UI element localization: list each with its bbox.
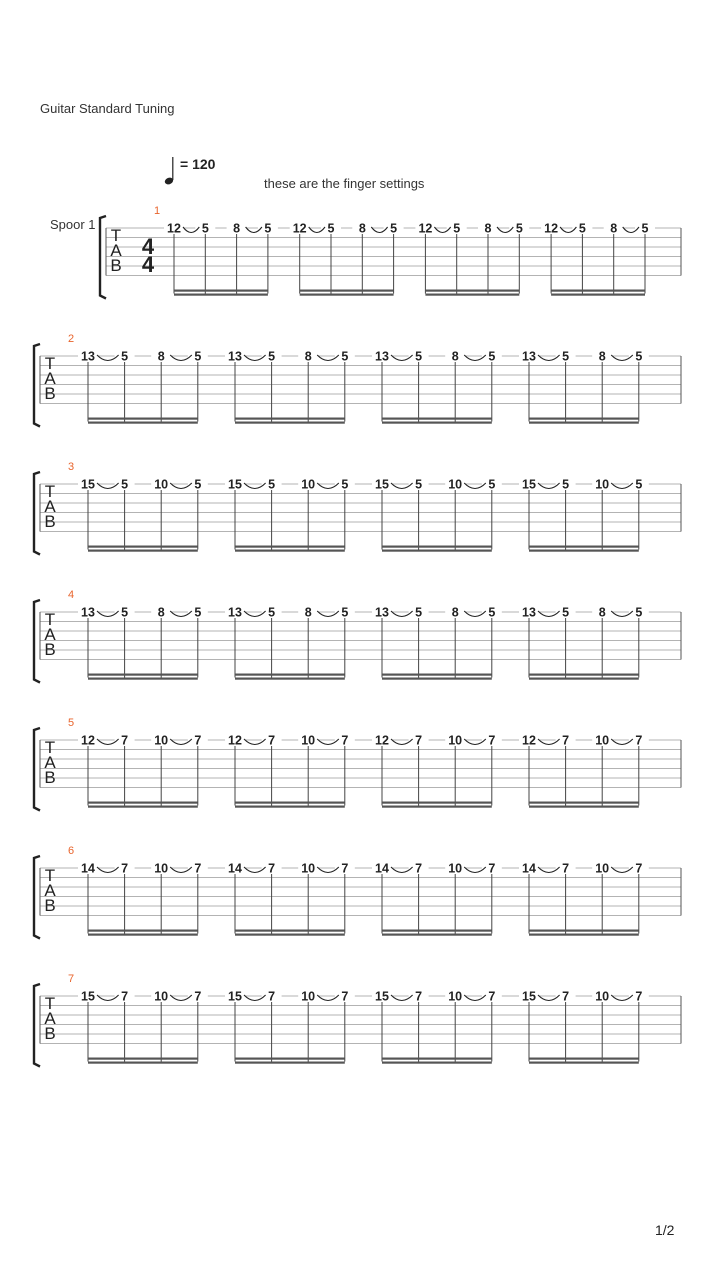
fret-number: 5 bbox=[341, 477, 349, 492]
fret-number: 5 bbox=[327, 221, 335, 236]
beam bbox=[235, 678, 345, 680]
fret-number: 15 bbox=[375, 477, 389, 492]
beam bbox=[551, 290, 645, 292]
measure-number: 6 bbox=[67, 845, 75, 857]
fret-number: 14 bbox=[522, 861, 536, 876]
tab-clef-letter: T bbox=[44, 866, 56, 885]
system-bracket bbox=[34, 472, 40, 555]
measure-number: 1 bbox=[153, 205, 161, 217]
fret-number: 7 bbox=[635, 989, 643, 1004]
fret-number: 13 bbox=[375, 605, 389, 620]
time-signature-denominator: 4 bbox=[141, 252, 155, 277]
beam bbox=[88, 934, 198, 936]
fret-number: 8 bbox=[358, 221, 366, 236]
fret-number: 7 bbox=[415, 733, 423, 748]
fret-number: 12 bbox=[522, 733, 536, 748]
tab-system bbox=[34, 717, 681, 811]
beam bbox=[382, 418, 492, 420]
beam bbox=[88, 546, 198, 548]
fret-number: 5 bbox=[635, 605, 643, 620]
fret-number: 7 bbox=[415, 861, 423, 876]
beam bbox=[300, 290, 394, 292]
beam bbox=[235, 806, 345, 808]
fret-number: 5 bbox=[268, 605, 276, 620]
fret-number: 5 bbox=[264, 221, 272, 236]
tab-system bbox=[34, 845, 681, 939]
beam bbox=[88, 550, 198, 552]
beam bbox=[425, 290, 519, 292]
fret-number: 5 bbox=[562, 605, 570, 620]
time-signature-numerator: 4 bbox=[141, 234, 155, 259]
tab-clef-letter: A bbox=[110, 241, 122, 260]
fret-number: 13 bbox=[228, 349, 242, 364]
fret-number: 10 bbox=[448, 989, 463, 1004]
system-bracket bbox=[34, 344, 40, 427]
fret-number: 7 bbox=[635, 861, 643, 876]
tab-clef-letter: B bbox=[110, 256, 122, 275]
fret-number: 5 bbox=[415, 605, 423, 620]
fret-number: 12 bbox=[418, 221, 433, 236]
fret-number: 7 bbox=[268, 733, 276, 748]
fret-number: 10 bbox=[595, 477, 610, 492]
beam bbox=[529, 806, 639, 808]
tab-clef-letter: A bbox=[44, 497, 56, 516]
fret-number: 10 bbox=[595, 989, 610, 1004]
beam bbox=[382, 550, 492, 552]
tab-system bbox=[34, 973, 681, 1067]
measure-number: 5 bbox=[67, 717, 75, 729]
measure-number: 7 bbox=[67, 973, 75, 985]
system-bracket bbox=[34, 856, 40, 939]
beam bbox=[88, 802, 198, 804]
fret-number: 8 bbox=[157, 349, 165, 364]
fret-number: 5 bbox=[578, 221, 586, 236]
fret-number: 12 bbox=[544, 221, 559, 236]
fret-number: 10 bbox=[301, 733, 316, 748]
tab-clef-letter: B bbox=[44, 640, 56, 659]
fret-number: 5 bbox=[641, 221, 649, 236]
fret-number: 5 bbox=[562, 349, 570, 364]
fret-number: 7 bbox=[415, 989, 423, 1004]
system-bracket bbox=[34, 728, 40, 811]
beam bbox=[235, 1062, 345, 1064]
fret-number: 7 bbox=[194, 733, 202, 748]
fret-number: 8 bbox=[304, 605, 312, 620]
fret-number: 10 bbox=[154, 477, 169, 492]
beam bbox=[88, 1062, 198, 1064]
fret-number: 7 bbox=[341, 733, 349, 748]
fret-number: 5 bbox=[515, 221, 523, 236]
fret-number: 5 bbox=[121, 349, 129, 364]
tab-clef-letter: B bbox=[44, 1024, 56, 1043]
beam bbox=[88, 418, 198, 420]
fret-number: 5 bbox=[194, 605, 202, 620]
fret-number: 8 bbox=[610, 221, 618, 236]
beam bbox=[382, 802, 492, 804]
fret-number: 7 bbox=[488, 861, 496, 876]
measure-number: 3 bbox=[67, 461, 75, 473]
fret-number: 8 bbox=[304, 349, 312, 364]
fret-number: 7 bbox=[268, 861, 276, 876]
fret-number: 10 bbox=[301, 989, 316, 1004]
beam bbox=[382, 674, 492, 676]
tab-clef-letter: T bbox=[44, 482, 56, 501]
beam bbox=[382, 546, 492, 548]
fret-number: 10 bbox=[154, 733, 169, 748]
fret-number: 15 bbox=[81, 477, 95, 492]
fret-number: 13 bbox=[81, 349, 95, 364]
fret-number: 7 bbox=[341, 989, 349, 1004]
fret-number: 5 bbox=[415, 477, 423, 492]
fret-number: 8 bbox=[451, 605, 459, 620]
beam bbox=[382, 806, 492, 808]
tab-clef-letter: T bbox=[44, 738, 56, 757]
tab-clef-letter: T bbox=[110, 226, 122, 245]
beam bbox=[235, 1058, 345, 1060]
fret-number: 5 bbox=[635, 477, 643, 492]
fret-number: 5 bbox=[194, 477, 202, 492]
beam bbox=[88, 422, 198, 424]
beam bbox=[529, 418, 639, 420]
beam bbox=[529, 930, 639, 932]
fret-number: 5 bbox=[488, 477, 496, 492]
beam bbox=[529, 802, 639, 804]
tab-clef-letter: A bbox=[44, 625, 56, 644]
beam bbox=[529, 550, 639, 552]
fret-number: 10 bbox=[301, 477, 316, 492]
fret-number: 5 bbox=[341, 349, 349, 364]
fret-number: 7 bbox=[341, 861, 349, 876]
tab-clef-letter: B bbox=[44, 512, 56, 531]
beam bbox=[382, 930, 492, 932]
fret-number: 12 bbox=[228, 733, 242, 748]
fret-number: 14 bbox=[375, 861, 389, 876]
fret-number: 12 bbox=[81, 733, 95, 748]
fret-number: 10 bbox=[595, 861, 610, 876]
tab-clef-letter: B bbox=[44, 384, 56, 403]
tuning-label: Guitar Standard Tuning bbox=[40, 101, 175, 116]
beam bbox=[529, 1058, 639, 1060]
fret-number: 7 bbox=[562, 733, 570, 748]
fret-number: 5 bbox=[488, 605, 496, 620]
fret-number: 7 bbox=[121, 733, 129, 748]
fret-number: 15 bbox=[228, 477, 242, 492]
tab-system bbox=[34, 461, 681, 555]
beam bbox=[174, 290, 268, 292]
fret-number: 5 bbox=[341, 605, 349, 620]
system-bracket bbox=[34, 600, 40, 683]
tab-clef-letter: A bbox=[44, 753, 56, 772]
fret-number: 10 bbox=[301, 861, 316, 876]
beam bbox=[88, 674, 198, 676]
fret-number: 5 bbox=[268, 477, 276, 492]
fret-number: 5 bbox=[488, 349, 496, 364]
beam bbox=[529, 678, 639, 680]
fret-number: 7 bbox=[488, 989, 496, 1004]
beam bbox=[235, 418, 345, 420]
fret-number: 10 bbox=[448, 733, 463, 748]
fret-number: 10 bbox=[154, 989, 169, 1004]
system-bracket bbox=[100, 216, 106, 299]
fret-number: 5 bbox=[415, 349, 423, 364]
fret-number: 13 bbox=[522, 605, 536, 620]
beam bbox=[235, 934, 345, 936]
fret-number: 7 bbox=[562, 989, 570, 1004]
fret-number: 10 bbox=[448, 861, 463, 876]
quarter-note-icon bbox=[164, 157, 174, 186]
measure-number: 2 bbox=[67, 333, 75, 345]
beam bbox=[235, 422, 345, 424]
fret-number: 12 bbox=[292, 221, 307, 236]
beam bbox=[235, 550, 345, 552]
fret-number: 8 bbox=[484, 221, 492, 236]
fret-number: 8 bbox=[157, 605, 165, 620]
beam bbox=[382, 1062, 492, 1064]
measure-number: 4 bbox=[67, 589, 75, 601]
tab-system bbox=[34, 589, 681, 683]
fret-number: 10 bbox=[595, 733, 610, 748]
beam bbox=[425, 294, 519, 296]
beam bbox=[529, 422, 639, 424]
fret-number: 15 bbox=[81, 989, 95, 1004]
fret-number: 7 bbox=[194, 989, 202, 1004]
fret-number: 14 bbox=[81, 861, 95, 876]
fret-number: 5 bbox=[453, 221, 461, 236]
fret-number: 7 bbox=[121, 989, 129, 1004]
tab-clef-letter: A bbox=[44, 1009, 56, 1028]
fret-number: 10 bbox=[154, 861, 169, 876]
beam bbox=[529, 674, 639, 676]
fret-number: 7 bbox=[121, 861, 129, 876]
fret-number: 8 bbox=[598, 605, 606, 620]
page-number: 1/2 bbox=[655, 1222, 675, 1238]
beam bbox=[529, 934, 639, 936]
fret-number: 7 bbox=[488, 733, 496, 748]
fret-number: 5 bbox=[201, 221, 209, 236]
fret-number: 7 bbox=[194, 861, 202, 876]
annotation-text: these are the finger settings bbox=[264, 176, 425, 191]
fret-number: 5 bbox=[390, 221, 398, 236]
fret-number: 8 bbox=[233, 221, 241, 236]
beam bbox=[382, 934, 492, 936]
tab-system bbox=[34, 333, 681, 427]
beam bbox=[382, 422, 492, 424]
system-bracket bbox=[34, 984, 40, 1067]
beam bbox=[529, 1062, 639, 1064]
fret-number: 13 bbox=[522, 349, 536, 364]
tab-clef-letter: B bbox=[44, 768, 56, 787]
beam bbox=[300, 294, 394, 296]
fret-number: 12 bbox=[167, 221, 181, 236]
tab-clef-letter: T bbox=[44, 994, 56, 1013]
fret-number: 7 bbox=[268, 989, 276, 1004]
tab-clef-letter: T bbox=[44, 354, 56, 373]
fret-number: 8 bbox=[451, 349, 459, 364]
fret-number: 15 bbox=[522, 477, 536, 492]
tab-clef-letter: T bbox=[44, 610, 56, 629]
fret-number: 7 bbox=[635, 733, 643, 748]
fret-number: 10 bbox=[448, 477, 463, 492]
fret-number: 5 bbox=[268, 349, 276, 364]
track-name: Spoor 1 bbox=[50, 217, 96, 232]
tempo-value: = 120 bbox=[180, 156, 216, 172]
fret-number: 5 bbox=[121, 477, 129, 492]
beam bbox=[382, 678, 492, 680]
fret-number: 15 bbox=[375, 989, 389, 1004]
fret-number: 8 bbox=[598, 349, 606, 364]
beam bbox=[529, 546, 639, 548]
fret-number: 14 bbox=[228, 861, 242, 876]
beam bbox=[88, 806, 198, 808]
beam bbox=[235, 930, 345, 932]
fret-number: 5 bbox=[121, 605, 129, 620]
fret-number: 13 bbox=[228, 605, 242, 620]
beam bbox=[174, 294, 268, 296]
beam bbox=[88, 678, 198, 680]
tab-clef-letter: B bbox=[44, 896, 56, 915]
fret-number: 5 bbox=[562, 477, 570, 492]
fret-number: 15 bbox=[228, 989, 242, 1004]
fret-number: 7 bbox=[562, 861, 570, 876]
beam bbox=[551, 294, 645, 296]
fret-number: 15 bbox=[522, 989, 536, 1004]
fret-number: 13 bbox=[375, 349, 389, 364]
tab-clef-letter: A bbox=[44, 881, 56, 900]
tab-system bbox=[100, 205, 681, 299]
fret-number: 5 bbox=[635, 349, 643, 364]
beam bbox=[382, 1058, 492, 1060]
beam bbox=[235, 546, 345, 548]
beam bbox=[88, 1058, 198, 1060]
fret-number: 12 bbox=[375, 733, 389, 748]
beam bbox=[88, 930, 198, 932]
beam bbox=[235, 802, 345, 804]
fret-number: 5 bbox=[194, 349, 202, 364]
tab-clef-letter: A bbox=[44, 369, 56, 388]
fret-number: 13 bbox=[81, 605, 95, 620]
beam bbox=[235, 674, 345, 676]
